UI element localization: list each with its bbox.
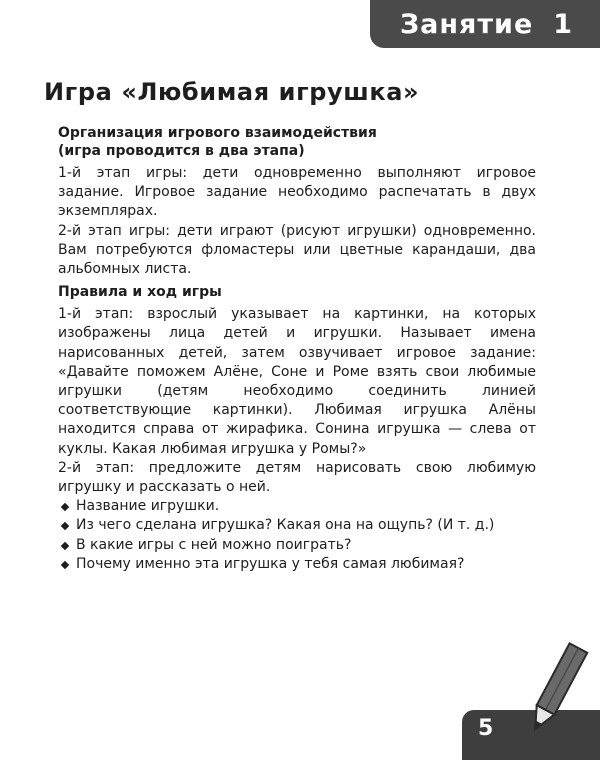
lesson-number: 1 [553,8,574,40]
page-title: Игра «Любимая игрушка» [44,78,420,106]
pencil-icon [520,640,590,740]
section-organization-heading [58,124,536,160]
heading-line-1: Организация игрового взаимодействия [58,125,377,141]
rules-stage1-paragraph: 1-й этап: взрослый указывает на картинки, на которых изображены лица детей и игрушки. Называет имена нарисованных детей, затем озвучивает игровое задание: «Давайте поможем Алёне, Соне и Роме взять свои любимые игрушки (детям необходимо соединить линией соответствующие картинки). Любимая игрушка Алёны находится справа от жирафика. Сонина игрушка — слева от куклы. Какая любимая игрушка у Ромы?» [58,306,536,457]
rules-stage2-paragraph: 2-й этап: предложите детям нарисовать свою любимую игрушку и рассказать о ней. [58,459,536,496]
lesson-label: Занятие [400,8,534,40]
list-item: Почему именно эта игрушка у тебя самая любимая? [60,555,536,574]
heading-line-2: (игра проводится в два этапа) [58,143,305,159]
content-body [58,124,536,574]
lesson-header-tab [370,0,600,48]
list-item: Название игрушки. [60,497,536,516]
question-list [58,497,536,574]
stage2-paragraph: 2-й этап игры: дети играют (рисуют игрушки) одновременно. Вам потребуются фломастеры или цветные карандаши, два альбомных листа. [58,222,536,278]
list-item: Из чего сделана игрушка? Какая она на ощупь? (И т. д.) [60,516,536,535]
section-rules-heading: Правила и ход игры [58,284,222,301]
stage1-paragraph: 1-й этап игры: дети одновременно выполняют игровое задание. Игровое задание необходимо распечатать в двух экземплярах. [58,165,536,220]
list-item: В какие игры с ней можно поиграть? [60,536,536,555]
page-number: 5 [478,716,494,741]
